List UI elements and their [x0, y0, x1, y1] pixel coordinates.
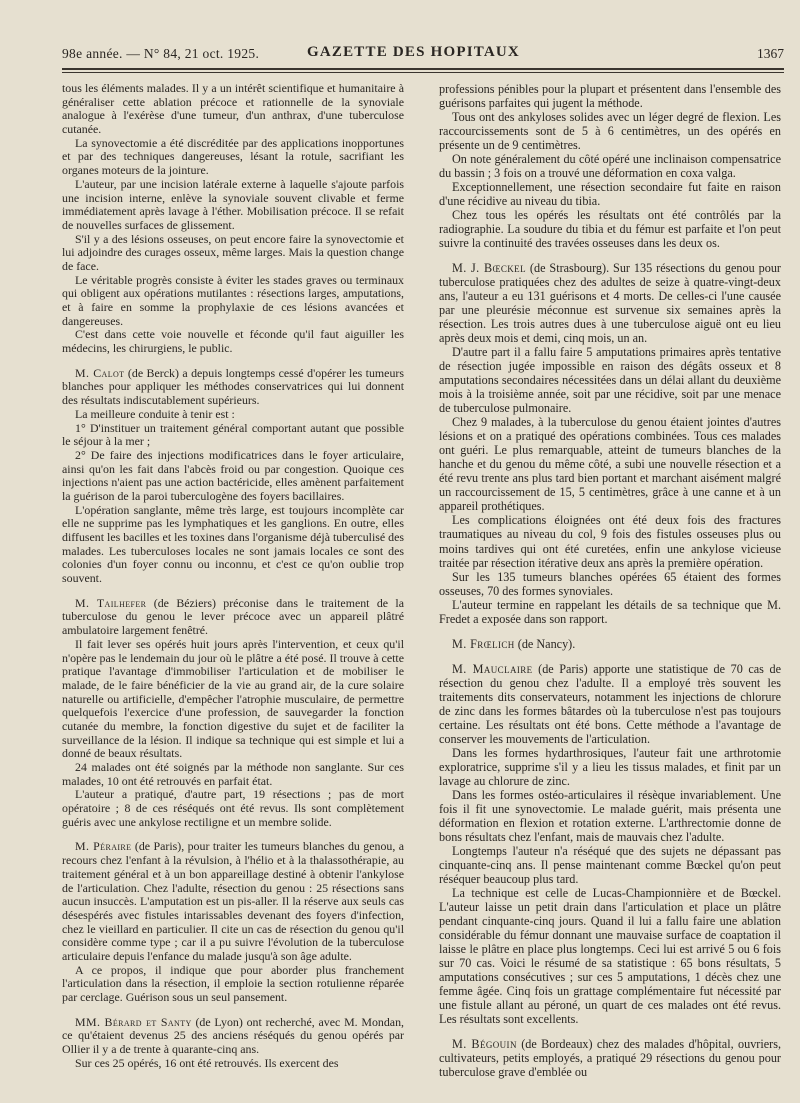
paragraph-text: Il fait lever ses opérés huit jours après l'intervention, et ceux qu'il n'opère pas le lendemain du jour où le plâtre a été posé. Il trouve à cette pratique l'avantage d'immobiliser l'articulation et de mobiliser le malade, de le faire bénéficier de la vie au grand air, de la cure solaire naturelle ou artificielle, d'empêcher l'atrophie musculaire, de permettre quelquefois l'exercice d'une profession, de sauvegarder la fonction cutanée du membre, la fonction digestive du sujet et de faciliter la surveillance de la lésion. Il indique sa technique qui est simple et lui a donné de beaux résultats.	[62, 636, 404, 761]
paragraph	[62, 82, 404, 137]
author-name: MM. Bérard et Santy	[75, 1014, 192, 1029]
author-name: M. Calot	[75, 365, 125, 380]
paragraph-text: (de Bordeaux) chez des malades d'hôpital, ouvriers, cultivateurs, petits employés, a pratiqué 29 résections du genou pour tuberculose grave d'emblée ou	[439, 1037, 781, 1080]
paragraph	[62, 840, 404, 963]
journal-title: GAZETTE DES HOPITAUX	[307, 44, 520, 60]
paragraph	[62, 504, 404, 586]
paragraph-text: (de Berck) a depuis longtemps cessé d'opérer les tumeurs blanches pour appliquer les méthodes conservatrices qui lui donnent des résultats indiscutablement supérieurs.	[62, 365, 404, 408]
paragraph-text: Exceptionnellement, une résection secondaire fut faite en raison d'une récidive au niveau du tibia.	[439, 180, 781, 209]
paragraph-text: L'auteur, par une incision latérale externe à laquelle s'ajoute parfois une incision interne, enlève la synoviale souvent clivable et ferme immédiatement après lavage à l'éther. Mobilisation précoce. Il se refait de nouvelles surfaces de glissement.	[62, 176, 404, 232]
paragraph-text: (de Lyon) ont recherché, avec M. Mondan, ce qu'étaient devenus 25 des anciens réséqués du genou opérés par Ollier il y a de trente à quarante-cinq ans.	[62, 1014, 405, 1057]
paragraph	[62, 964, 404, 1005]
paragraph	[62, 1016, 404, 1057]
paragraph-text: Les complications éloignées ont été deux fois des fractures traumatiques au niveau du col, 9 fois des fistules osseuses plus ou moins tardives qui ont été curetées, enfin une ankylose vicieuse traitée par résection itérative deux ans après la première opération.	[439, 513, 781, 570]
paragraph	[439, 180, 781, 208]
paragraph-text: La technique est celle de Lucas-Championnière et de Bœckel. L'auteur laisse un petit drain dans l'articulation et place un plâtre pendant cinquante-cinq jours. Quand il lui a fallu faire une ablation considérable du fémur donnant une mauvaise surface de coaptation il laisse le plâtre en place plus longtemps. Ceci lui est arrivé 5 ou 6 fois sur 70 cas. Voici le résumé de sa statistique : 65 bons résultats, 5 amputations consécutives ; sur ces 5 amputations, 1 décès chez une femme âgée. Cinq fois un grattage complémentaire fut nécessité par une fistule allant au péroné, un quart de ces malades ont été revus. Les résultats sont excellents.	[439, 885, 781, 1026]
paragraph-text: (de Strasbourg). Sur 135 résections du genou pour tuberculose pratiquées chez des adultes de seize à quatre-vingt-deux ans, l'auteur a eu 131 guérisons et 4 morts. De celles-ci l'une causée par une pleurésie méconnue est survenue six semaines après la résection. Les trois autres dues à une tuberculose aiguë ont eu lieu après deux mois et demi, cinq mois, un an.	[439, 261, 781, 346]
paragraph-text: Dans les formes ostéo-articulaires il résèque invariablement. Une fois il fit une synovectomie. Le malade guérit, mais présenta une déformation en flexion et rotation externe. L'arthrectomie donne de bons résultats chez l'enfant, mais de mauvais chez l'adulte.	[439, 787, 781, 844]
paragraph-text: 24 malades ont été soignés par la méthode non sanglante. Sur ces malades, 10 ont été retrouvés en parfait état.	[62, 760, 404, 788]
paragraph	[439, 746, 781, 788]
paragraph-text: Tous ont des ankyloses solides avec un léger degré de flexion. Les raccourcissements sont de 5 à 6 centimètres, un des opérés en présente un de 9 centimètres.	[439, 110, 781, 153]
paragraph-text: Le véritable progrès consiste à éviter les stades graves ou terminaux qui obligent aux opérations mutilantes : résections larges, amputations, et à faire en somme la prophylaxie de ces lésions avancées et dangereuses.	[62, 272, 404, 328]
paragraph	[439, 637, 781, 651]
paragraph	[439, 662, 781, 746]
paragraph	[439, 152, 781, 180]
paragraph-text: 2° De faire des injections modificatrices dans le foyer articulaire, ainsi qu'on les fait dans l'abcès froid ou par congestion. Quoique ces injections n'aient pas une action bactéricide, elles amènent parfaitement la guérison de la paroi tuberculogène des foyers bacillaires.	[62, 447, 404, 503]
paragraph	[62, 274, 404, 329]
issue-info: 98e année. — N° 84, 21 oct. 1925.	[62, 46, 260, 61]
paragraph-text: La synovectomie a été discréditée par des applications inopportunes et par des techniques dangereuses, lésant la rotule, sacrifiant les organes moteurs de la jointure.	[62, 135, 404, 178]
paragraph	[62, 422, 404, 449]
paragraph-text: (de Paris) apporte une statistique de 70 cas de résection du genou chez l'adulte. Il a employé très souvent les traitements dits conservateurs, notamment les injections de chlorure de zinc dans les formes bâtardes où la tuberculose n'est pas toujours certaine. Les résultats ont été bons. Cette méthode a l'avantage de conserver les mouvements de l'articulation.	[439, 661, 781, 746]
paragraph	[439, 570, 781, 598]
right-column	[439, 82, 781, 1079]
author-name: M. Bégouin	[452, 1037, 517, 1052]
paragraph	[62, 1057, 404, 1071]
paragraph	[439, 110, 781, 152]
paragraph	[62, 761, 404, 788]
author-name: M. Péraire	[75, 839, 132, 854]
paragraph	[439, 82, 781, 110]
paragraph-text: C'est dans cette voie nouvelle et féconde qu'il faut aiguiller les médecins, les chirurgiens, le public.	[62, 327, 404, 356]
paragraph	[62, 328, 404, 355]
paragraph	[439, 415, 781, 513]
paragraph	[62, 233, 404, 274]
paragraph-text: (de Béziers) préconise dans le traitement de la tuberculose du genou le lever précoce avec un appareil plâtré ambulatoire largement fenêtré.	[62, 595, 404, 638]
paragraph	[62, 178, 404, 233]
paragraph-text: L'opération sanglante, même très large, est toujours incomplète car elle ne supprime pas les lymphatiques et les ganglions. En outre, elles diffusent les bacilles et les toxines dans l'organisme déjà tuberculisé des malades. Les tuberculoses locales ne sont jamais locales ce sont des colonies d'un foyer connu ou inconnu, et c'est ce qu'on oublie trop souvent.	[62, 502, 404, 586]
paragraph-text: Chez tous les opérés les résultats ont été contrôlés par la radiographie. La soudure du tibia et du fémur est parfaite et l'on peut suivre la continuité des travées osseuses dans les deux os.	[439, 208, 781, 251]
author-name: M. Mauclaire	[452, 661, 533, 676]
paragraph-text: L'auteur a pratiqué, d'autre part, 19 résections ; pas de mort opératoire ; 8 de ces réséqués ont été revus. Ils sont complètement guéris avec une ankylose rectiligne et un membre solide.	[62, 787, 404, 829]
paragraph-text: professions pénibles pour la plupart et présentent dans l'ensemble des guérisons parfaites qui jugent la méthode.	[439, 82, 781, 111]
paragraph-text: La meilleure conduite à tenir est :	[75, 406, 235, 421]
paragraph-text: On note généralement du côté opéré une inclinaison compensatrice du bassin ; 3 fois on a trouvé une déformation en coxa valga.	[439, 152, 781, 181]
paragraph	[439, 788, 781, 844]
paragraph-text: tous les éléments malades. Il y a un intérêt scientifique et humanitaire à généraliser cette ablation précoce et rationnelle de la synoviale analogue à l'exérèse d'une tumeur, d'un anthrax, d'une tuberculose cutanée.	[62, 81, 404, 137]
paragraph-text: (de Paris), pour traiter les tumeurs blanches du genou, a recours chez l'enfant à la révulsion, à l'hélio et à la thalassothérapie, au traitement général et à un bon appareillage destiné à obtenir l'ankylose de l'articulation. Chez l'adulte, résection du genou : 25 résections sans aucun insuccès. L'amputation est un pis-aller. Il la réserve aux seuls cas désespérés avec fistules intarissables devenant des foyers d'infection, chez le vieillard en particulier. Il cite un cas de résection du genou qu'il considère comme type ; car il a pu suivre l'évolution de la tuberculose articulaire depuis l'enfance du malade jusqu'à son âge adulte.	[62, 839, 404, 963]
page-number: 1367	[757, 46, 784, 61]
paragraph	[62, 638, 404, 761]
paragraph	[62, 408, 404, 422]
paragraph	[62, 597, 404, 638]
paragraph-text: L'auteur termine en rappelant les détails de sa technique que M. Fredet a exposée dans son rapport.	[439, 597, 781, 626]
paragraph	[439, 886, 781, 1026]
paragraph	[62, 788, 404, 829]
paragraph-text: Sur les 135 tumeurs blanches opérées 65 étaient des formes osseuses, 70 des formes synoviales.	[439, 569, 781, 598]
header-rule	[62, 68, 784, 70]
paragraph	[439, 345, 781, 415]
paragraph	[439, 261, 781, 345]
paragraph	[439, 208, 781, 250]
left-column	[62, 82, 404, 1070]
paragraph-text: S'il y a des lésions osseuses, on peut encore faire la synovectomie et lui adjoindre des curages osseux, même larges. Mais la question change de face.	[62, 231, 404, 273]
paragraph	[439, 1037, 781, 1079]
paragraph-text: D'autre part il a fallu faire 5 amputations primaires après tentative de résection jugée impossible en raison des dégâts osseux et 8 amputations secondaires nécessitées dans un délai allant du deuxième mois à la troisième année, soit par une récidive, soit par une menace de tuberculose pulmonaire.	[439, 345, 781, 416]
paragraph-text: A ce propos, il indique que pour aborder plus franchement l'articulation dans la résection, il emploie la section rotulienne réparée par cerclage. Guérison sous un seul pansement.	[62, 962, 404, 1004]
paragraph-text: 1° D'instituer un traitement général comportant autant que possible le séjour à la mer ;	[62, 420, 404, 449]
header-rule-thin	[62, 72, 784, 73]
paragraph	[439, 513, 781, 569]
paragraph-text: (de Nancy).	[514, 636, 576, 651]
paragraph-text: Chez 9 malades, à la tuberculose du genou étaient jointes d'autres lésions et on a pratiqué des opérations combinées. Tous ces malades ont guéri. Le plus remarquable, atteint de tumeurs blanches de la hanche et du genou du même côté, a subi une nouvelle résection et a été revu trente ans plus tard bien portant et marchant aisément malgré un raccourcissement de 15, 5 centimètres, grâce à une canne et à un appareil prothétiques.	[439, 415, 781, 514]
paragraph	[62, 449, 404, 504]
paragraph	[439, 598, 781, 626]
paragraph-text: Dans les formes hydarthrosiques, l'auteur fait une arthrotomie exploratrice, supprime s'il y a lieu les tissus malades, et finit par un lavage au chlorure de zinc.	[439, 745, 781, 788]
paragraph	[62, 137, 404, 178]
author-name: M. J. Bœckel	[452, 261, 526, 276]
paragraph-text: Longtemps l'auteur n'a réséqué que des sujets ne dépassant pas cinquante-cinq ans. Il pense maintenant comme Bœckel qu'on peut réséquer beaucoup plus tard.	[439, 843, 781, 886]
author-name: M. Frœlich	[452, 636, 515, 651]
paragraph-text: Sur ces 25 opérés, 16 ont été retrouvés. Ils exercent des	[75, 1055, 339, 1070]
page-header	[62, 38, 784, 64]
paragraph	[439, 844, 781, 886]
paragraph	[62, 367, 404, 408]
author-name: M. Tailhefer	[75, 595, 147, 610]
